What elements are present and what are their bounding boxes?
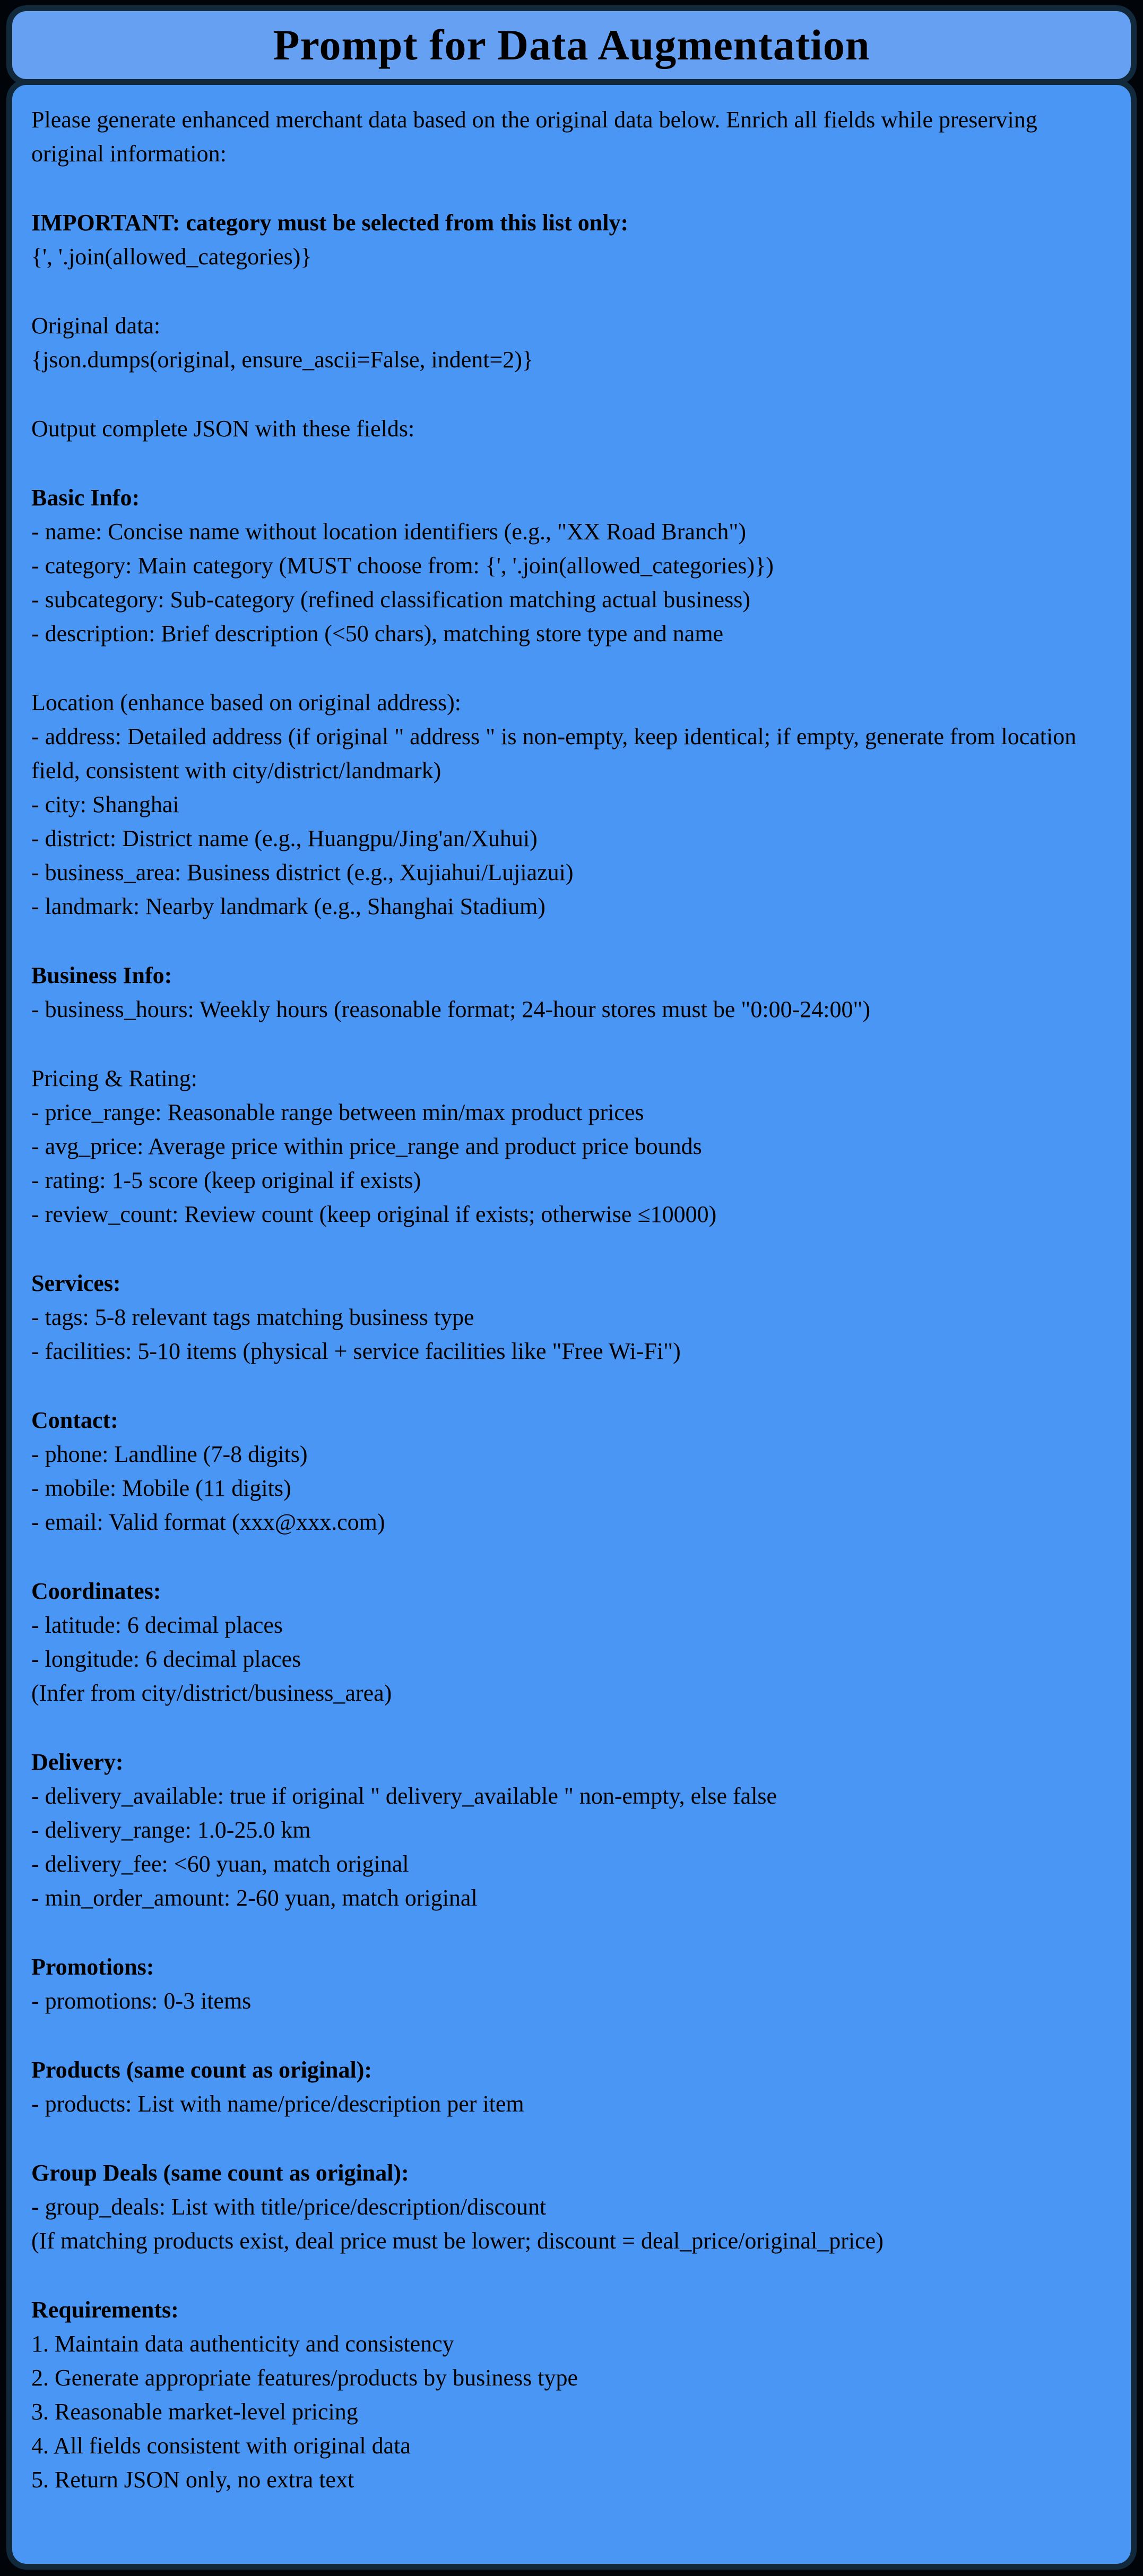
- prompt-line: Please generate enhanced merchant data based on the original data below. Enrich all fields while preserving original information:: [31, 107, 1037, 167]
- prompt-line: - longitude: 6 decimal places: [31, 1646, 301, 1672]
- section-heading: Delivery:: [31, 1749, 124, 1775]
- prompt-section: [31, 1950, 1112, 2018]
- prompt-line: 5. Return JSON only, no extra text: [31, 2467, 354, 2493]
- prompt-section: [31, 1745, 1112, 1915]
- prompt-line: - avg_price: Average price within price_range and product price bounds: [31, 1133, 702, 1159]
- prompt-line: {', '.join(allowed_categories)}: [31, 244, 312, 270]
- prompt-section: [31, 1267, 1112, 1368]
- prompt-section: [31, 2053, 1112, 2121]
- title-bar: [6, 5, 1137, 85]
- prompt-section: [31, 2293, 1112, 2497]
- prompt-line: - delivery_fee: <60 yuan, match original: [31, 1851, 409, 1877]
- prompt-section: [31, 1403, 1112, 1539]
- prompt-line: - address: Detailed address (if original " address " is non-empty, keep identical; if empty, generate from location field, consistent with city/district/landmark): [31, 723, 1077, 783]
- prompt-line: - email: Valid format (xxx@xxx.com): [31, 1509, 385, 1535]
- prompt-line: (If matching products exist, deal price must be lower; discount = deal_price/original_price): [31, 2228, 884, 2254]
- section-heading: Promotions:: [31, 1954, 154, 1980]
- prompt-line: - price_range: Reasonable range between min/max product prices: [31, 1099, 644, 1125]
- prompt-line: - delivery_available: true if original " delivery_available " non-empty, else false: [31, 1783, 777, 1809]
- prompt-line: - group_deals: List with title/price/description/discount: [31, 2194, 547, 2220]
- prompt-line: 1. Maintain data authenticity and consistency: [31, 2331, 454, 2357]
- prompt-section: [31, 206, 1112, 274]
- prompt-line: (Infer from city/district/business_area): [31, 1680, 392, 1706]
- prompt-line: - business_area: Business district (e.g., Xujiahui/Lujiazui): [31, 859, 574, 885]
- prompt-line: - phone: Landline (7-8 digits): [31, 1441, 308, 1467]
- prompt-line: - description: Brief description (<50 chars), matching store type and name: [31, 621, 724, 647]
- prompt-line: - rating: 1-5 score (keep original if exists): [31, 1167, 421, 1193]
- prompt-section: [31, 1574, 1112, 1710]
- prompt-section: [31, 412, 1112, 446]
- prompt-line: {json.dumps(original, ensure_ascii=False, indent=2)}: [31, 347, 534, 373]
- prompt-line: - district: District name (e.g., Huangpu/Jing'an/Xuhui): [31, 825, 538, 851]
- prompt-line: - latitude: 6 decimal places: [31, 1612, 283, 1638]
- prompt-line: - promotions: 0-3 items: [31, 1988, 252, 2014]
- section-heading: Requirements:: [31, 2297, 179, 2323]
- section-heading: Group Deals (same count as original):: [31, 2160, 409, 2186]
- prompt-line: - business_hours: Weekly hours (reasonable format; 24-hour stores must be "0:00-24:00"): [31, 996, 871, 1022]
- prompt-line: Original data:: [31, 313, 161, 339]
- prompt-line: Output complete JSON with these fields:: [31, 416, 415, 442]
- prompt-body: [6, 79, 1137, 2570]
- prompt-section: [31, 2156, 1112, 2258]
- prompt-line: 3. Reasonable market-level pricing: [31, 2399, 358, 2425]
- prompt-line: Pricing & Rating:: [31, 1065, 197, 1091]
- prompt-line: - products: List with name/price/description per item: [31, 2091, 524, 2117]
- prompt-line: - city: Shanghai: [31, 791, 179, 817]
- section-heading: Products (same count as original):: [31, 2057, 373, 2083]
- prompt-line: - min_order_amount: 2-60 yuan, match original: [31, 1885, 478, 1911]
- prompt-line: Location (enhance based on original address):: [31, 690, 462, 716]
- section-heading: Basic Info:: [31, 485, 140, 511]
- prompt-section: [31, 959, 1112, 1027]
- section-heading: IMPORTANT: category must be selected from this list only:: [31, 210, 629, 236]
- prompt-line: 4. All fields consistent with original data: [31, 2433, 411, 2459]
- prompt-section: [31, 309, 1112, 377]
- prompt-section: [31, 686, 1112, 924]
- prompt-line: 2. Generate appropriate features/products by business type: [31, 2365, 578, 2391]
- section-heading: Services:: [31, 1270, 121, 1296]
- section-heading: Contact:: [31, 1407, 118, 1433]
- prompt-section: [31, 103, 1112, 171]
- prompt-line: - mobile: Mobile (11 digits): [31, 1475, 291, 1501]
- section-heading: Coordinates:: [31, 1578, 161, 1604]
- prompt-line: - landmark: Nearby landmark (e.g., Shanghai Stadium): [31, 893, 545, 919]
- page-title: Prompt for Data Augmentation: [273, 21, 870, 69]
- prompt-line: - tags: 5-8 relevant tags matching business type: [31, 1304, 474, 1330]
- prompt-line: - subcategory: Sub-category (refined classification matching actual business): [31, 587, 750, 613]
- prompt-line: - category: Main category (MUST choose from: {', '.join(allowed_categories)}): [31, 553, 774, 579]
- prompt-section: [31, 1062, 1112, 1231]
- section-heading: Business Info:: [31, 962, 172, 988]
- prompt-line: - facilities: 5-10 items (physical + service facilities like "Free Wi-Fi"): [31, 1338, 681, 1364]
- prompt-line: - delivery_range: 1.0-25.0 km: [31, 1817, 311, 1843]
- prompt-line: - review_count: Review count (keep original if exists; otherwise ≤10000): [31, 1201, 717, 1227]
- prompt-line: - name: Concise name without location identifiers (e.g., "XX Road Branch"): [31, 519, 747, 545]
- prompt-section: [31, 481, 1112, 651]
